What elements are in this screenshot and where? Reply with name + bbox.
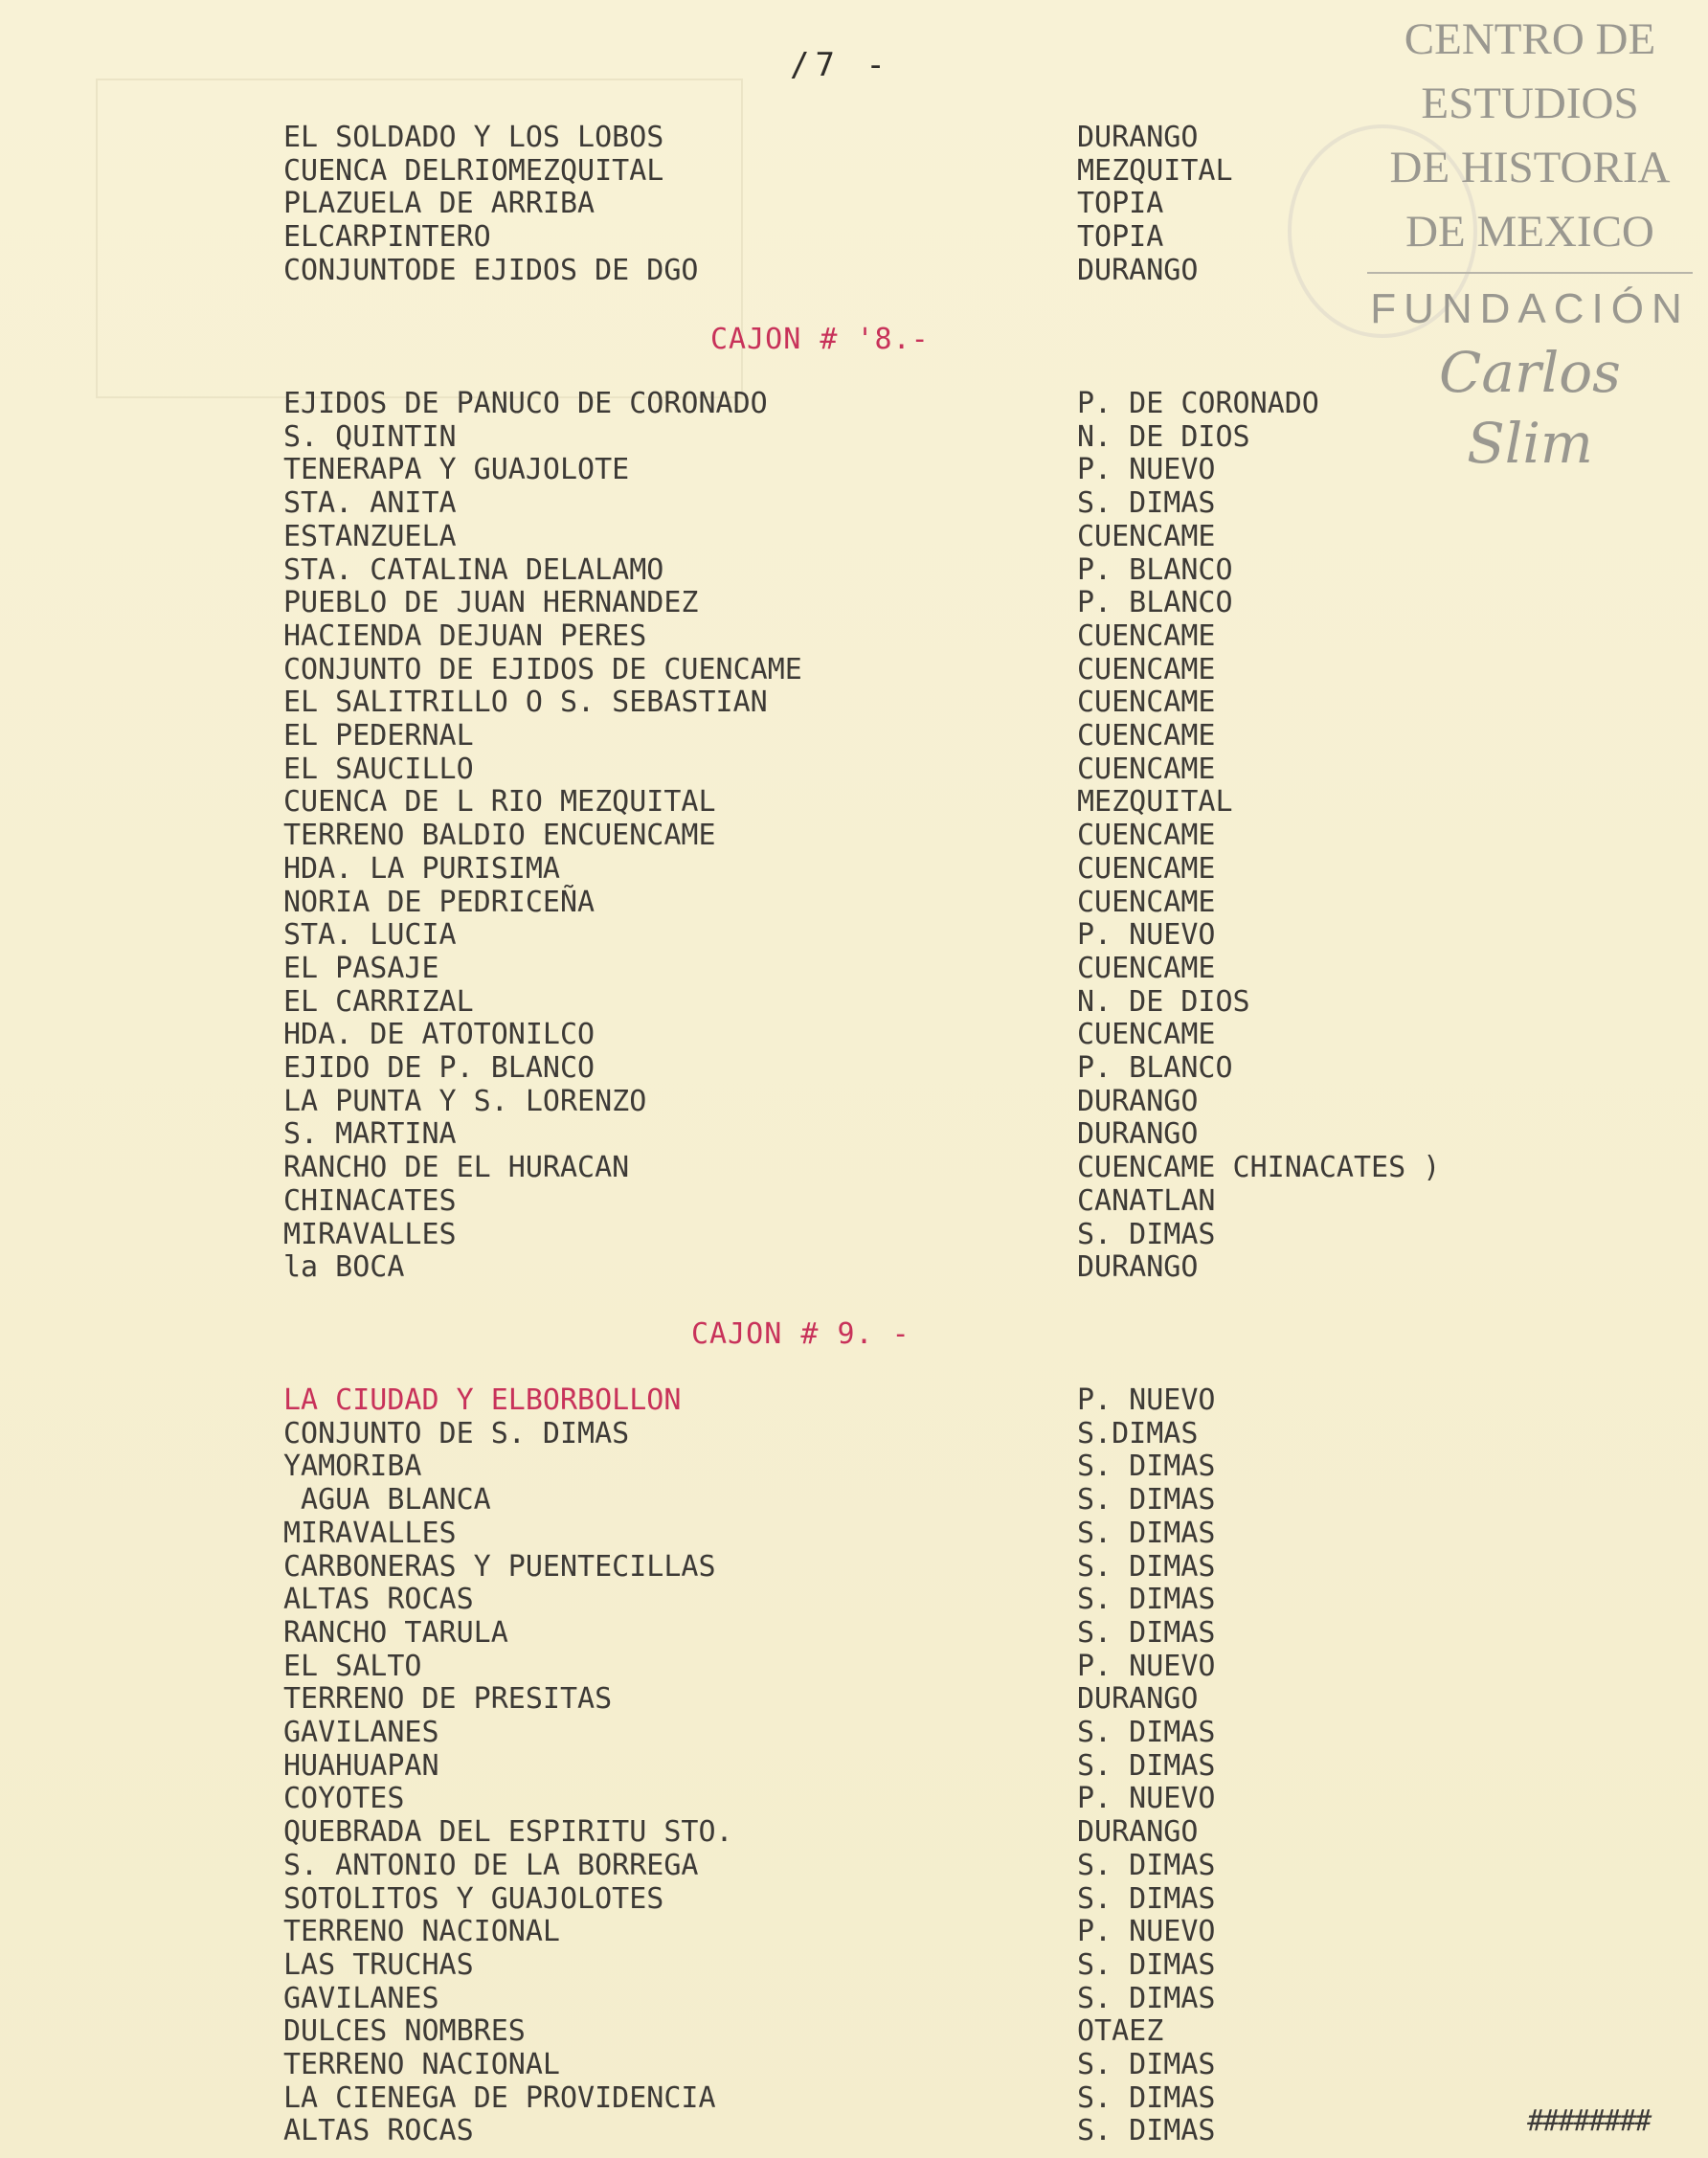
- municipality: DURANGO: [1077, 1084, 1199, 1118]
- municipality: P. BLANCO: [1077, 552, 1233, 587]
- place-name: S. ANTONIO DE LA BORREGA: [283, 1848, 699, 1882]
- place-name: EL SALITRILLO O S. SEBASTIAN: [283, 686, 768, 720]
- watermark-foundation: FUNDACIÓN: [1370, 285, 1690, 332]
- municipality: CUENCAME: [1077, 1018, 1216, 1052]
- municipality: P. BLANCO: [1077, 1051, 1233, 1085]
- place-name: QUEBRADA DEL ESPIRITU STO.: [283, 1815, 733, 1850]
- place-name: EL PEDERNAL: [283, 719, 474, 753]
- place-name: DULCES NOMBRES: [283, 2014, 526, 2049]
- place-name: TERRENO BALDIO ENCUENCAME: [283, 819, 716, 853]
- watermark-signature: Carlos Slim: [1439, 340, 1621, 476]
- municipality: S. DIMAS: [1077, 1217, 1216, 1251]
- place-name: EJIDOS DE PANUCO DE CORONADO: [283, 387, 768, 420]
- municipality: CUENCAME: [1077, 819, 1216, 853]
- municipality: S. DIMAS: [1077, 1483, 1216, 1517]
- municipality: CUENCAME: [1077, 652, 1216, 686]
- municipality: N. DE DIOS: [1077, 984, 1250, 1019]
- municipality: CUENCAME: [1077, 719, 1216, 753]
- municipality: MEZQUITAL: [1077, 785, 1233, 820]
- municipality: TOPIA: [1077, 187, 1164, 221]
- place-name: STA. LUCIA: [283, 918, 457, 953]
- municipality: S. DIMAS: [1077, 1716, 1216, 1749]
- municipality: MEZQUITAL: [1077, 153, 1233, 188]
- municipality: CUENCAME CHINACATES ): [1077, 1151, 1441, 1185]
- place-name: MIRAVALLES: [283, 1217, 457, 1251]
- municipality: DURANGO: [1077, 1250, 1199, 1285]
- municipality: P. DE CORONADO: [1077, 387, 1319, 420]
- place-name: ALTAS ROCAS: [283, 2114, 474, 2148]
- place-name: HUAHUAPAN: [283, 1748, 439, 1783]
- municipality: S. DIMAS: [1077, 1947, 1216, 1982]
- municipality: DURANGO: [1077, 253, 1199, 287]
- place-name: YAMORIBA: [283, 1450, 422, 1484]
- municipality: P. NUEVO: [1077, 1782, 1216, 1816]
- place-name: EL PASAJE: [283, 951, 439, 985]
- archive-watermark: [1367, 8, 1693, 479]
- place-name: SOTOLITOS Y GUAJOLOTES: [283, 1881, 664, 1916]
- municipality: P. NUEVO: [1077, 453, 1216, 487]
- place-name: MIRAVALLES: [283, 1516, 457, 1550]
- municipality: DURANGO: [1077, 1682, 1199, 1717]
- municipality: S.DIMAS: [1077, 1416, 1199, 1450]
- municipality: CUENCAME: [1077, 951, 1216, 985]
- place-name: CHINACATES: [283, 1183, 457, 1218]
- place-name: AGUA BLANCA: [283, 1483, 491, 1517]
- end-mark: ########: [1527, 2104, 1651, 2138]
- place-name: LAS TRUCHAS: [283, 1947, 474, 1982]
- municipality: P. NUEVO: [1077, 1915, 1216, 1949]
- municipality: N. DE DIOS: [1077, 419, 1250, 454]
- place-name: TERRENO NACIONAL: [283, 1915, 560, 1949]
- municipality: CUENCAME: [1077, 686, 1216, 720]
- municipality: P. NUEVO: [1077, 918, 1216, 953]
- municipality: DURANGO: [1077, 1815, 1199, 1850]
- place-name: ESTANZUELA: [283, 519, 457, 553]
- place-name: CARBONERAS Y PUENTECILLAS: [283, 1549, 716, 1584]
- place-name: ELCARPINTERO: [283, 220, 491, 255]
- place-name: EL SALTO: [283, 1649, 422, 1683]
- place-name: EL SOLDADO Y LOS LOBOS: [283, 121, 664, 154]
- place-name: EJIDO DE P. BLANCO: [283, 1051, 596, 1085]
- place-name: ALTAS ROCAS: [283, 1583, 474, 1617]
- municipality: S. DIMAS: [1077, 2114, 1216, 2148]
- municipality: OTAEZ: [1077, 2014, 1164, 2049]
- municipality: P. BLANCO: [1077, 586, 1233, 620]
- municipality: CUENCAME: [1077, 519, 1216, 553]
- place-name: TERRENO NACIONAL: [283, 2048, 560, 2081]
- municipality: P. NUEVO: [1077, 1649, 1216, 1683]
- municipality: S. DIMAS: [1077, 1748, 1216, 1783]
- place-name: GAVILANES: [283, 1981, 439, 2015]
- place-name: NORIA DE PEDRICEÑA: [283, 885, 596, 919]
- place-name: TENERAPA Y GUAJOLOTE: [283, 453, 630, 487]
- place-name: TERRENO DE PRESITAS: [283, 1682, 613, 1717]
- municipality: S. DIMAS: [1077, 1615, 1216, 1650]
- place-name: LA PUNTA Y S. LORENZO: [283, 1084, 647, 1118]
- place-name: CUENCA DELRIOMEZQUITAL: [283, 153, 664, 188]
- place-name: PUEBLO DE JUAN HERNANDEZ: [283, 586, 699, 620]
- place-name: STA. CATALINA DELALAMO: [283, 552, 664, 587]
- municipality: CUENCAME: [1077, 752, 1216, 786]
- place-name: STA. ANITA: [283, 486, 457, 521]
- municipality: CUENCAME: [1077, 618, 1216, 653]
- watermark-line-4: DE MEXICO: [1405, 207, 1654, 257]
- municipality: TOPIA: [1077, 220, 1164, 255]
- place-name: CONJUNTO DE S. DIMAS: [283, 1416, 630, 1450]
- municipality: S. DIMAS: [1077, 486, 1216, 521]
- municipality: CUENCAME: [1077, 851, 1216, 886]
- municipality: S. DIMAS: [1077, 1583, 1216, 1617]
- place-name: HDA. DE ATOTONILCO: [283, 1018, 596, 1052]
- municipality: S. DIMAS: [1077, 2048, 1216, 2081]
- place-name: RANCHO DE EL HURACAN: [283, 1151, 630, 1185]
- place-name: la BOCA: [283, 1250, 405, 1285]
- place-name: EL CARRIZAL: [283, 984, 474, 1019]
- place-name: CUENCA DE L RIO MEZQUITAL: [283, 785, 716, 820]
- watermark-line-3: DE HISTORIA: [1389, 143, 1671, 192]
- municipality: S. DIMAS: [1077, 1516, 1216, 1550]
- cajon-8-heading: CAJON # '8.-: [710, 323, 930, 356]
- municipality: S. DIMAS: [1077, 1848, 1216, 1882]
- municipality: DURANGO: [1077, 121, 1199, 154]
- place-name: EL SAUCILLO: [283, 752, 474, 786]
- place-name: RANCHO TARULA: [283, 1615, 508, 1650]
- place-name: PLAZUELA DE ARRIBA: [283, 187, 596, 221]
- place-name: LA CIUDAD Y ELBORBOLLON: [283, 1383, 682, 1417]
- watermark-rule: [1367, 272, 1693, 274]
- page-number: /7 -: [790, 46, 891, 84]
- municipality: S. DIMAS: [1077, 2080, 1216, 2115]
- municipality: S. DIMAS: [1077, 1450, 1216, 1484]
- watermark-line-2: ESTUDIOS: [1421, 79, 1639, 128]
- place-name: CONJUNTO DE EJIDOS DE CUENCAME: [283, 652, 802, 686]
- place-name: HACIENDA DEJUAN PERES: [283, 618, 647, 653]
- municipality: CANATLAN: [1077, 1183, 1216, 1218]
- cajon-9-heading: CAJON # 9. -: [691, 1317, 910, 1351]
- place-name: COYOTES: [283, 1782, 405, 1816]
- place-name: CONJUNTODE EJIDOS DE DGO: [283, 253, 699, 287]
- municipality: S. DIMAS: [1077, 1881, 1216, 1916]
- place-name: HDA. LA PURISIMA: [283, 851, 560, 886]
- municipality: S. DIMAS: [1077, 1981, 1216, 2015]
- municipality: CUENCAME: [1077, 885, 1216, 919]
- municipality: P. NUEVO: [1077, 1383, 1216, 1417]
- place-name: LA CIENEGA DE PROVIDENCIA: [283, 2080, 716, 2115]
- municipality: DURANGO: [1077, 1117, 1199, 1152]
- place-name: S. MARTINA: [283, 1117, 457, 1152]
- place-name: GAVILANES: [283, 1716, 439, 1749]
- municipality: S. DIMAS: [1077, 1549, 1216, 1584]
- place-name: S. QUINTIN: [283, 419, 457, 454]
- watermark-line-1: CENTRO DE: [1404, 14, 1656, 64]
